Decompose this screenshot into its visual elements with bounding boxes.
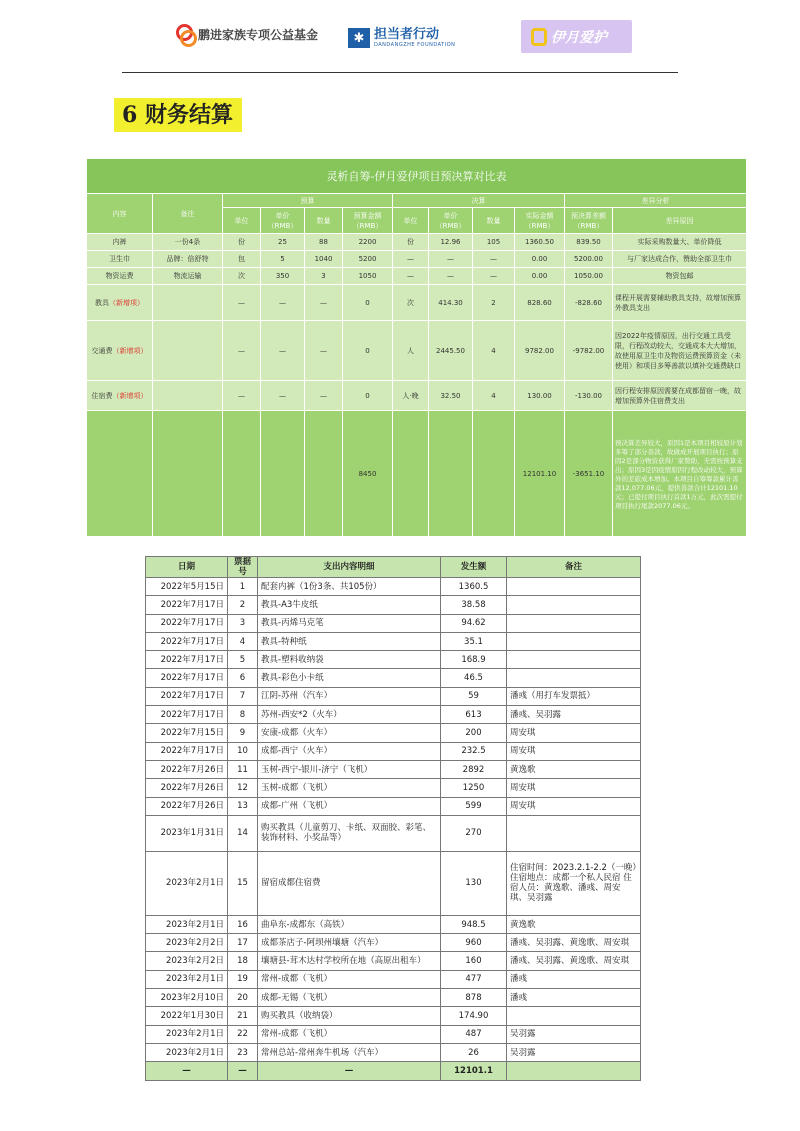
new-item-tag: （新增项） <box>112 391 148 400</box>
expense-remark: 潘彧 <box>507 989 641 1007</box>
final-amount: 9782.00 <box>515 321 565 381</box>
col-b-qty: 数量 <box>305 208 343 234</box>
total-remark <box>507 1062 641 1080</box>
expense-amount: 270 <box>441 815 507 851</box>
final-price: — <box>429 268 473 285</box>
expense-remark: 住宿时间：2023.2.1-2.2（一晚）住宿地点：成都一个私人民宿 住宿人员：黄逸歌、潘彧、周安琪、吴羽露 <box>507 851 641 915</box>
expense-date: 2022年7月17日 <box>146 614 228 632</box>
expense-amount: 2892 <box>441 760 507 778</box>
final-unit: — <box>393 251 429 268</box>
yiyue-aihu-logo <box>521 20 632 53</box>
expense-detail: 常州-成都（飞机） <box>258 970 441 988</box>
expense-no: 9 <box>228 724 258 742</box>
budget-amount: 2200 <box>343 234 393 251</box>
expense-remark: 吴羽露 <box>507 1043 641 1061</box>
budget-row <box>87 381 747 411</box>
budget-price: — <box>261 321 305 381</box>
expense-header-row <box>146 557 641 578</box>
expense-detail: 苏州-西安*2（火车） <box>258 706 441 724</box>
expense-remark <box>507 614 641 632</box>
diff-reason: 与厂家达成合作，赞助全部卫生巾 <box>613 251 747 268</box>
col-f-qty: 数量 <box>473 208 515 234</box>
final-qty: 105 <box>473 234 515 251</box>
expense-row <box>146 669 641 687</box>
expense-date: 2023年2月2日 <box>146 952 228 970</box>
col-no: 票据号 <box>228 557 258 578</box>
expense-detail: 留宿成都住宿费 <box>258 851 441 915</box>
expense-date: 2023年2月1日 <box>146 1043 228 1061</box>
budget-total: 8450 <box>343 411 393 537</box>
expense-row <box>146 1025 641 1043</box>
expense-no: 3 <box>228 614 258 632</box>
expense-amount: 38.58 <box>441 596 507 614</box>
budget-qty: — <box>305 381 343 411</box>
budget-amount: 1050 <box>343 268 393 285</box>
final-price: — <box>429 251 473 268</box>
budget-table-title: 灵析自筹-伊月爱伊项目预决算对比表 <box>87 159 747 194</box>
expense-detail: 常州-成都（飞机） <box>258 1025 441 1043</box>
dandangzhe-logo <box>348 28 455 48</box>
expense-no: 15 <box>228 851 258 915</box>
expense-date: 2022年7月17日 <box>146 596 228 614</box>
diff-amount: 839.50 <box>565 234 613 251</box>
budget-title-row <box>87 159 747 194</box>
final-price: 32.50 <box>429 381 473 411</box>
diff-reason: 因2022年疫情原因，出行交通工具受限，行程改动较大，交通成本大大增加，故使用原卫生巾及物资运费预算资金（未使用）和项目多筹善款以填补交通费缺口 <box>613 321 747 381</box>
diff-reason: 因行程安排原因需要在成都留宿一晚，故增加预算外住宿费支出 <box>613 381 747 411</box>
expense-row <box>146 934 641 952</box>
expense-row <box>146 815 641 851</box>
budget-amount: 0 <box>343 285 393 321</box>
col-d-reason: 差异原因 <box>613 208 747 234</box>
expense-amount: 232.5 <box>441 742 507 760</box>
expense-no: 13 <box>228 797 258 815</box>
expense-row <box>146 760 641 778</box>
budget-note <box>153 381 223 411</box>
expense-no: 7 <box>228 687 258 705</box>
expense-no: 20 <box>228 989 258 1007</box>
item-label: 卫生巾 <box>109 255 130 263</box>
col-amount: 发生额 <box>441 557 507 578</box>
expense-amount: 1360.5 <box>441 578 507 596</box>
col-content: 内容 <box>87 194 153 234</box>
col-b-unit: 单位 <box>223 208 261 234</box>
expense-row <box>146 651 641 669</box>
ring-logo-icon <box>176 24 194 44</box>
budget-row <box>87 268 747 285</box>
expense-date: 2022年7月17日 <box>146 651 228 669</box>
final-unit: — <box>393 268 429 285</box>
expense-row <box>146 779 641 797</box>
expense-detail: 购买教具（儿童剪刀、卡纸、双面胶、彩笔、装饰材料、小奖品等） <box>258 815 441 851</box>
expense-date: 2022年7月17日 <box>146 669 228 687</box>
expense-total-row <box>146 1062 641 1080</box>
expense-remark: 潘彧（用打车发票抵） <box>507 687 641 705</box>
expense-date: 2023年2月10日 <box>146 989 228 1007</box>
expense-amount: 26 <box>441 1043 507 1061</box>
item-label: 住宿费 <box>91 391 113 400</box>
item-label: 内裤 <box>112 238 127 246</box>
col-f-price: 单价（RMB） <box>429 208 473 234</box>
expense-no: 16 <box>228 915 258 933</box>
col-b-total: 预算金额（RMB） <box>343 208 393 234</box>
diff-reason: 物资包邮 <box>613 268 747 285</box>
final-qty: 4 <box>473 381 515 411</box>
expense-no: 5 <box>228 651 258 669</box>
header-divider <box>122 72 678 73</box>
budget-qty: 3 <box>305 268 343 285</box>
budget-group-header-row <box>87 194 747 208</box>
figures-logo-icon: ✱ <box>348 28 370 48</box>
total-reason: 预决算差异较大，原因1是本项目相较原计划多筹了部分善款，故做成开展项目执行；原因2是部分物资获得厂家赞助，无需按预算支出；原因3是因疫情原因行程改动较大，预算外的差旅成本增加。本项目自筹筹款累计善款12,077.06元，提供善款合计12101.10元；已提付项目执行首款1万元，此次需提付项目执行尾款2077.06元。 <box>613 411 747 537</box>
new-item-tag: （新增项） <box>109 298 144 307</box>
expense-row <box>146 614 641 632</box>
expense-date: 2022年7月26日 <box>146 760 228 778</box>
expense-amount: 94.62 <box>441 614 507 632</box>
expense-detail: 成都茶店子-阿坝州壤塘（汽车） <box>258 934 441 952</box>
budget-qty: 1040 <box>305 251 343 268</box>
budget-unit: — <box>223 321 261 381</box>
budget-price: 25 <box>261 234 305 251</box>
expense-detail: 教具-丙烯马克笔 <box>258 614 441 632</box>
expense-date: 2022年7月26日 <box>146 797 228 815</box>
budget-item <box>87 285 153 321</box>
final-qty: 4 <box>473 321 515 381</box>
expense-amount: 960 <box>441 934 507 952</box>
expense-remark <box>507 669 641 687</box>
expense-row <box>146 1043 641 1061</box>
budget-qty: — <box>305 321 343 381</box>
expense-row <box>146 632 641 650</box>
diff-amount: -9782.00 <box>565 321 613 381</box>
final-qty: — <box>473 268 515 285</box>
diff-amount: 5200.00 <box>565 251 613 268</box>
expense-date: 2022年7月17日 <box>146 706 228 724</box>
expense-amount: 35.1 <box>441 632 507 650</box>
diff-reason: 课程开展需要辅助教具支持，故增加预算外教具支出 <box>613 285 747 321</box>
budget-row <box>87 285 747 321</box>
expense-remark <box>507 596 641 614</box>
col-diff: 差异分析 <box>565 194 747 208</box>
expense-detail: 玉树-成都（飞机） <box>258 779 441 797</box>
expense-amount: 46.5 <box>441 669 507 687</box>
expense-remark <box>507 651 641 669</box>
expense-no: 14 <box>228 815 258 851</box>
expense-remark: 周安琪 <box>507 779 641 797</box>
budget-amount: 0 <box>343 381 393 411</box>
moon-logo-icon <box>531 28 547 46</box>
expense-date: 2023年2月2日 <box>146 934 228 952</box>
expense-no: 12 <box>228 779 258 797</box>
diff-amount: 1050.00 <box>565 268 613 285</box>
final-amount: 0.00 <box>515 251 565 268</box>
expense-no: 8 <box>228 706 258 724</box>
budget-item <box>87 321 153 381</box>
final-price: 414.30 <box>429 285 473 321</box>
final-amount: 130.00 <box>515 381 565 411</box>
expense-no: 19 <box>228 970 258 988</box>
final-unit: 份 <box>393 234 429 251</box>
diff-amount: -828.60 <box>565 285 613 321</box>
expense-amount: 599 <box>441 797 507 815</box>
budget-note: 品牌：倍舒特 <box>153 251 223 268</box>
budget-row <box>87 251 747 268</box>
expense-row <box>146 952 641 970</box>
expense-detail: 壤塘县-茸木达村学校所在地（高原出租车） <box>258 952 441 970</box>
budget-unit: — <box>223 285 261 321</box>
final-total: 12101.10 <box>515 411 565 537</box>
expense-date: 2022年7月26日 <box>146 779 228 797</box>
expense-no: 1 <box>228 578 258 596</box>
diff-total: -3651.10 <box>565 411 613 537</box>
expense-no: 10 <box>228 742 258 760</box>
expense-date: 2023年2月1日 <box>146 1025 228 1043</box>
expense-row <box>146 687 641 705</box>
budget-item <box>87 381 153 411</box>
budget-unit: 包 <box>223 251 261 268</box>
expense-amount: 160 <box>441 952 507 970</box>
expense-detail: 成都-广州（飞机） <box>258 797 441 815</box>
budget-unit: 份 <box>223 234 261 251</box>
new-item-tag: （新增项） <box>112 346 148 355</box>
expense-remark: 周安琪 <box>507 724 641 742</box>
final-unit: 人 <box>393 321 429 381</box>
budget-price: — <box>261 285 305 321</box>
total-no: — <box>228 1062 258 1080</box>
expense-no: 23 <box>228 1043 258 1061</box>
expense-remark: 潘彧、吴羽露、黄逸歌、周安琪 <box>507 952 641 970</box>
final-unit: 次 <box>393 285 429 321</box>
expense-detail: 玉树-西宁-银川-济宁（飞机） <box>258 760 441 778</box>
diff-amount: -130.00 <box>565 381 613 411</box>
expense-row <box>146 1007 641 1025</box>
pengjin-foundation-logo <box>176 24 318 44</box>
expense-no: 17 <box>228 934 258 952</box>
expense-amount: 174.90 <box>441 1007 507 1025</box>
diff-reason: 实际采购数量大、单价降低 <box>613 234 747 251</box>
expense-date: 2022年1月30日 <box>146 1007 228 1025</box>
col-budget: 预算 <box>223 194 393 208</box>
budget-unit: — <box>223 381 261 411</box>
item-label: 物资运费 <box>105 272 134 280</box>
logo2-subtext: DANDANGZHE FOUNDATION <box>374 42 456 48</box>
expense-date: 2023年2月1日 <box>146 915 228 933</box>
expense-row <box>146 724 641 742</box>
expense-no: 6 <box>228 669 258 687</box>
expense-detail: 成都-无锡（飞机） <box>258 989 441 1007</box>
budget-item <box>87 251 153 268</box>
logo1-text: 鹏进家族专项公益基金 <box>198 27 319 42</box>
expense-detail: 常州总站-常州奔牛机场（汽车） <box>258 1043 441 1061</box>
total-date: — <box>146 1062 228 1080</box>
final-qty: — <box>473 251 515 268</box>
expense-detail: 配套内裤（1份3条、共105份） <box>258 578 441 596</box>
expense-remark: 潘彧、吴羽露 <box>507 706 641 724</box>
expense-detail: 江阴-苏州（汽车） <box>258 687 441 705</box>
expense-detail: 教具-特种纸 <box>258 632 441 650</box>
expense-remark: 吴羽露 <box>507 1025 641 1043</box>
expense-date: 2022年7月17日 <box>146 742 228 760</box>
expense-row <box>146 706 641 724</box>
expense-no: 2 <box>228 596 258 614</box>
expense-amount: 878 <box>441 989 507 1007</box>
col-b-price: 单价（RMB） <box>261 208 305 234</box>
final-amount: 1360.50 <box>515 234 565 251</box>
expense-date: 2022年7月15日 <box>146 724 228 742</box>
expense-remark: 黄逸歌 <box>507 760 641 778</box>
budget-amount: 0 <box>343 321 393 381</box>
budget-note <box>153 285 223 321</box>
page-header <box>0 0 800 72</box>
expense-row <box>146 989 641 1007</box>
col-note: 备注 <box>153 194 223 234</box>
col-remark: 备注 <box>507 557 641 578</box>
final-price: 2445.50 <box>429 321 473 381</box>
budget-price: — <box>261 381 305 411</box>
col-f-unit: 单位 <box>393 208 429 234</box>
expense-remark: 黄逸歌 <box>507 915 641 933</box>
expense-date: 2023年1月31日 <box>146 815 228 851</box>
item-label: 交通费 <box>91 346 113 355</box>
col-f-total: 实际金额（RMB） <box>515 208 565 234</box>
expense-remark <box>507 1007 641 1025</box>
expense-detail: 安康-成都（火车） <box>258 724 441 742</box>
expense-row <box>146 797 641 815</box>
expense-no: 18 <box>228 952 258 970</box>
budget-amount: 5200 <box>343 251 393 268</box>
expense-row <box>146 851 641 915</box>
expense-remark: 潘彧、吴羽露、黄逸歌、周安琪 <box>507 934 641 952</box>
budget-qty: — <box>305 285 343 321</box>
col-detail: 支出内容明细 <box>258 557 441 578</box>
final-unit: 人·晚 <box>393 381 429 411</box>
budget-note <box>153 321 223 381</box>
expense-remark <box>507 815 641 851</box>
budget-item <box>87 234 153 251</box>
budget-row <box>87 234 747 251</box>
final-amount: 828.60 <box>515 285 565 321</box>
expense-date: 2023年2月1日 <box>146 851 228 915</box>
expense-amount: 59 <box>441 687 507 705</box>
expense-remark: 潘彧 <box>507 970 641 988</box>
item-label: 教具 <box>95 298 109 307</box>
col-date: 日期 <box>146 557 228 578</box>
col-d-amount: 预决算差额（RMB） <box>565 208 613 234</box>
expense-amount: 487 <box>441 1025 507 1043</box>
expense-no: 11 <box>228 760 258 778</box>
final-amount: 0.00 <box>515 268 565 285</box>
expense-no: 4 <box>228 632 258 650</box>
total-amount: 12101.1 <box>441 1062 507 1080</box>
expense-detail: 教具-塑料收纳袋 <box>258 651 441 669</box>
expense-row <box>146 970 641 988</box>
budget-qty: 88 <box>305 234 343 251</box>
budget-item <box>87 268 153 285</box>
expense-amount: 948.5 <box>441 915 507 933</box>
budget-note: 一份4条 <box>153 234 223 251</box>
expense-date: 2022年7月17日 <box>146 632 228 650</box>
total-detail: — <box>258 1062 441 1080</box>
logo2-text: 担当者行动 <box>374 27 440 42</box>
budget-note: 物流运输 <box>153 268 223 285</box>
budget-comparison-table <box>86 158 747 537</box>
expense-amount: 200 <box>441 724 507 742</box>
budget-price: 350 <box>261 268 305 285</box>
expense-remark: 周安琪 <box>507 742 641 760</box>
expense-amount: 613 <box>441 706 507 724</box>
col-final: 决算 <box>393 194 565 208</box>
budget-total-row <box>87 411 747 537</box>
budget-row <box>87 321 747 381</box>
final-qty: 2 <box>473 285 515 321</box>
expense-amount: 477 <box>441 970 507 988</box>
expense-detail: 教具-彩色小卡纸 <box>258 669 441 687</box>
expense-row <box>146 915 641 933</box>
logo3-text: 伊月爱护 <box>551 29 607 46</box>
expense-row <box>146 742 641 760</box>
expense-amount: 168.9 <box>441 651 507 669</box>
expense-date: 2023年2月1日 <box>146 970 228 988</box>
expense-detail: 教具-A3牛皮纸 <box>258 596 441 614</box>
expense-date: 2022年7月17日 <box>146 687 228 705</box>
expense-detail: 曲阜东-成都东（高铁） <box>258 915 441 933</box>
expense-remark <box>507 632 641 650</box>
expense-amount: 1250 <box>441 779 507 797</box>
expense-amount: 130 <box>441 851 507 915</box>
expense-row <box>146 578 641 596</box>
section-title: 6 财务结算 <box>114 98 242 132</box>
expense-no: 21 <box>228 1007 258 1025</box>
expense-date: 2022年5月15日 <box>146 578 228 596</box>
budget-price: 5 <box>261 251 305 268</box>
budget-unit: 次 <box>223 268 261 285</box>
expense-no: 22 <box>228 1025 258 1043</box>
expense-detail: 购买教具（收纳袋） <box>258 1007 441 1025</box>
expense-remark: 周安琪 <box>507 797 641 815</box>
expense-row <box>146 596 641 614</box>
expense-detail-table <box>145 556 641 1081</box>
final-price: 12.96 <box>429 234 473 251</box>
expense-detail: 成都-西宁（火车） <box>258 742 441 760</box>
expense-remark <box>507 578 641 596</box>
